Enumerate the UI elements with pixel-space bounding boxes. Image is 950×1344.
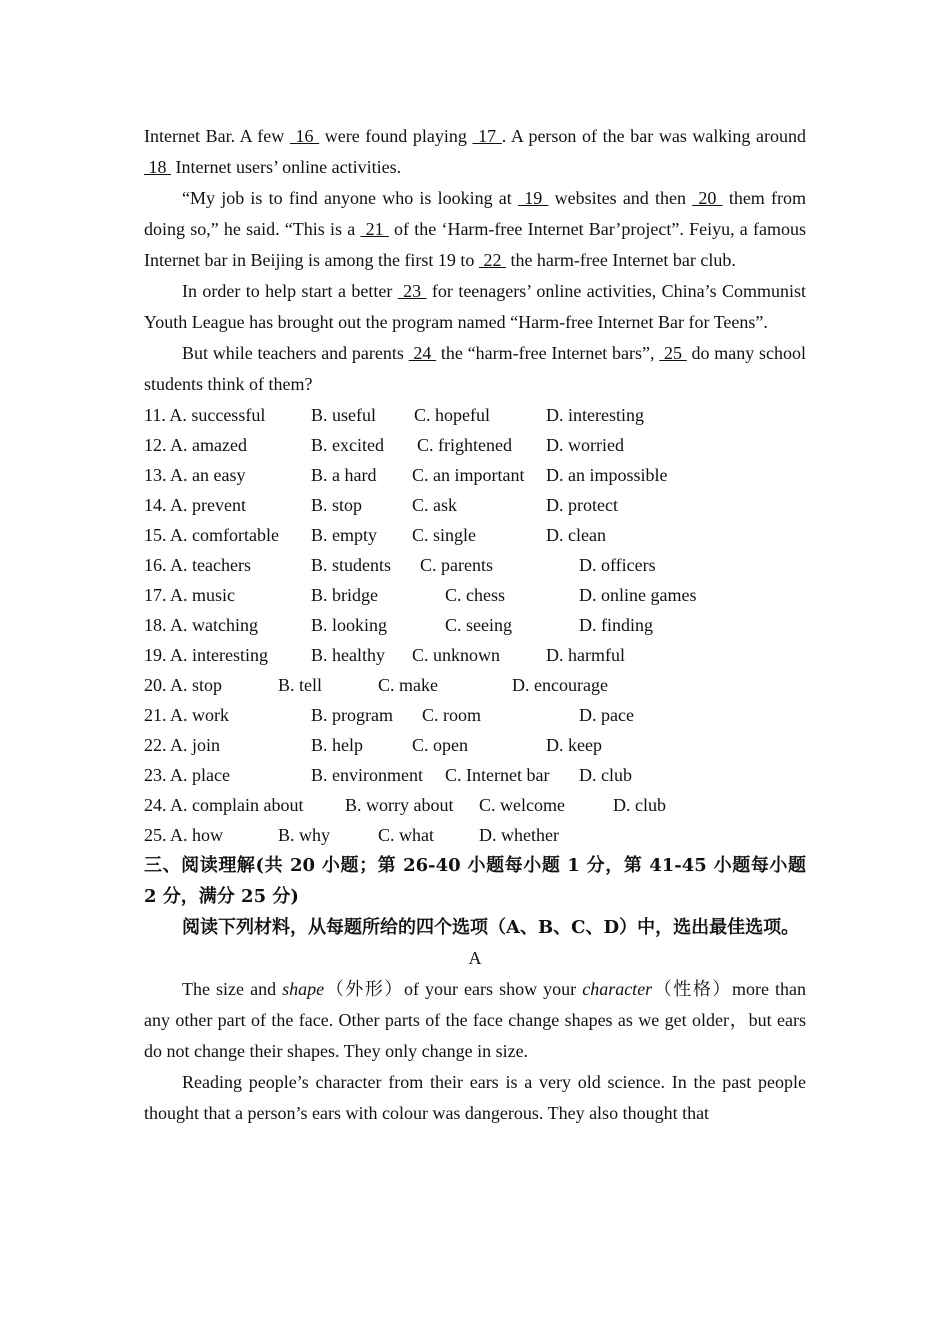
question-16	[144, 550, 806, 580]
option-b: B. a hard	[311, 465, 377, 485]
option-a: 12. A. amazed	[144, 435, 247, 455]
question-19	[144, 640, 806, 670]
option-c: C. hopeful	[414, 405, 490, 425]
option-b: B. stop	[311, 495, 363, 515]
option-b: B. help	[311, 735, 363, 755]
option-c: C. seeing	[445, 615, 512, 635]
option-b: B. students	[311, 555, 392, 575]
option-b: B. useful	[311, 405, 376, 425]
option-c: C. what	[378, 825, 434, 845]
option-d: D. protect	[546, 495, 618, 515]
option-a: 11. A. successful	[144, 405, 266, 425]
option-a: 20. A. stop	[144, 675, 223, 695]
passage-paragraph-1	[144, 121, 806, 183]
text: them from doing so,” he said. “This is a	[144, 188, 806, 239]
text: the harm-free Internet bar club.	[505, 250, 736, 270]
question-22	[144, 730, 806, 760]
text: of the ‘Harm-free Internet Bar’project”. Feiyu, a famous Internet bar in Beijing is among the first 19 to	[144, 219, 806, 270]
text: were found playing	[319, 126, 473, 146]
exam-page	[144, 121, 806, 1129]
reading-paragraph-1	[144, 974, 806, 1067]
text: of your ears show your	[403, 979, 583, 999]
option-a: 15. A. comfortable	[144, 525, 279, 545]
blank-18: 18	[144, 157, 171, 177]
option-c: C. make	[378, 675, 438, 695]
question-list	[144, 400, 806, 850]
option-a: 17. A. music	[144, 585, 236, 605]
option-c: C. welcome	[479, 795, 565, 815]
option-a: 25. A. how	[144, 825, 224, 845]
blank-16: 16	[289, 126, 320, 146]
option-d: D. encourage	[512, 675, 608, 695]
blank-17: 17	[472, 126, 502, 146]
passage-paragraph-3	[144, 276, 806, 338]
option-d: D. an impossible	[546, 465, 668, 485]
question-21	[144, 700, 806, 730]
question-20	[144, 670, 806, 700]
blank-19: 19	[518, 188, 549, 208]
option-c: C. frightened	[417, 435, 512, 455]
question-25	[144, 820, 806, 850]
text: Internet Bar. A few	[144, 126, 290, 146]
question-13	[144, 460, 806, 490]
blank-22: 22	[478, 250, 506, 270]
option-a: 24. A. complain about	[144, 795, 304, 815]
text: Internet users’ online activities.	[171, 157, 402, 177]
option-c: C. Internet bar	[445, 765, 550, 785]
option-a: 13. A. an easy	[144, 465, 246, 485]
question-12	[144, 430, 806, 460]
blank-20: 20	[692, 188, 723, 208]
option-b: B. program	[311, 705, 393, 725]
text: the “harm-free Internet bars”,	[436, 343, 660, 363]
reading-paragraph-2: Reading people’s character from their ears is a very old science. In the past people thought that a person’s ears with colour was dangerous. They also thought that	[144, 1072, 806, 1123]
option-c: C. room	[422, 705, 482, 725]
question-17	[144, 580, 806, 610]
option-c: C. parents	[420, 555, 493, 575]
option-d: D. harmful	[546, 645, 625, 665]
option-d: D. whether	[479, 825, 559, 845]
option-d: D. keep	[546, 735, 602, 755]
option-a: 19. A. interesting	[144, 645, 268, 665]
gloss-shape: （外形）	[324, 979, 404, 1000]
section-title: 三、阅读理解(共 20 小题；第 26-40 小题每小题 1 分，第 41-45 小题每小题 2 分，满分 25 分)	[144, 855, 806, 907]
blank-24: 24	[408, 343, 437, 363]
blank-23: 23	[397, 281, 427, 301]
option-b: B. looking	[311, 615, 388, 635]
option-a: 16. A. teachers	[144, 555, 251, 575]
option-a: 23. A. place	[144, 765, 230, 785]
option-d: D. officers	[579, 555, 656, 575]
question-14	[144, 490, 806, 520]
text: “My job is to find anyone who is looking at	[182, 188, 519, 208]
text: The size and	[182, 979, 283, 999]
option-b: B. tell	[278, 675, 322, 695]
option-c: C. an important	[412, 465, 525, 485]
option-b: B. why	[278, 825, 331, 845]
option-b: B. excited	[311, 435, 384, 455]
option-a: 21. A. work	[144, 705, 229, 725]
option-a: 22. A. join	[144, 735, 221, 755]
option-d: D. club	[613, 795, 666, 815]
gloss-character: （性格）	[652, 979, 732, 1000]
text: do many school students think of them?	[144, 343, 807, 394]
option-b: B. environment	[311, 765, 423, 785]
option-c: C. chess	[445, 585, 505, 605]
option-d: D. online games	[579, 585, 697, 605]
option-d: D. finding	[579, 615, 653, 635]
passage-paragraph-4	[144, 338, 806, 400]
word-shape: shape	[282, 979, 325, 999]
question-23	[144, 760, 806, 790]
section-instruction: 阅读下列材料，从每题所给的四个选项（A、B、C、D）中，选出最佳选项。	[182, 917, 800, 938]
blank-21: 21	[360, 219, 389, 239]
text: In order to help start a better	[182, 281, 398, 301]
blank-25: 25	[659, 343, 687, 363]
option-b: B. worry about	[345, 795, 454, 815]
option-d: D. pace	[579, 705, 634, 725]
question-24	[144, 790, 806, 820]
text: websites and then	[548, 188, 693, 208]
passage-paragraph-2	[144, 183, 806, 276]
passage-label: A	[468, 948, 482, 968]
option-b: B. empty	[311, 525, 377, 545]
option-a: 18. A. watching	[144, 615, 258, 635]
option-c: C. unknown	[412, 645, 501, 665]
option-d: D. interesting	[546, 405, 644, 425]
question-18	[144, 610, 806, 640]
question-11	[144, 400, 806, 430]
option-c: C. ask	[412, 495, 457, 515]
option-d: D. worried	[546, 435, 624, 455]
text: more than any other part of the face. Other parts of the face change shapes as we get older，but ears do not change their shapes. They only change in size.	[144, 979, 807, 1061]
option-b: B. bridge	[311, 585, 378, 605]
question-15	[144, 520, 806, 550]
text: . A person of the bar was walking around	[501, 126, 807, 146]
text: for teenagers’ online activities, China’s Communist Youth League has brought out the program named “Harm-free Internet Bar for Teens”.	[144, 281, 807, 332]
word-character: character	[582, 979, 653, 999]
option-d: D. clean	[546, 525, 606, 545]
option-c: C. single	[412, 525, 477, 545]
option-a: 14. A. prevent	[144, 495, 246, 515]
option-b: B. healthy	[311, 645, 385, 665]
option-d: D. club	[579, 765, 632, 785]
option-c: C. open	[412, 735, 468, 755]
text: But while teachers and parents	[182, 343, 409, 363]
